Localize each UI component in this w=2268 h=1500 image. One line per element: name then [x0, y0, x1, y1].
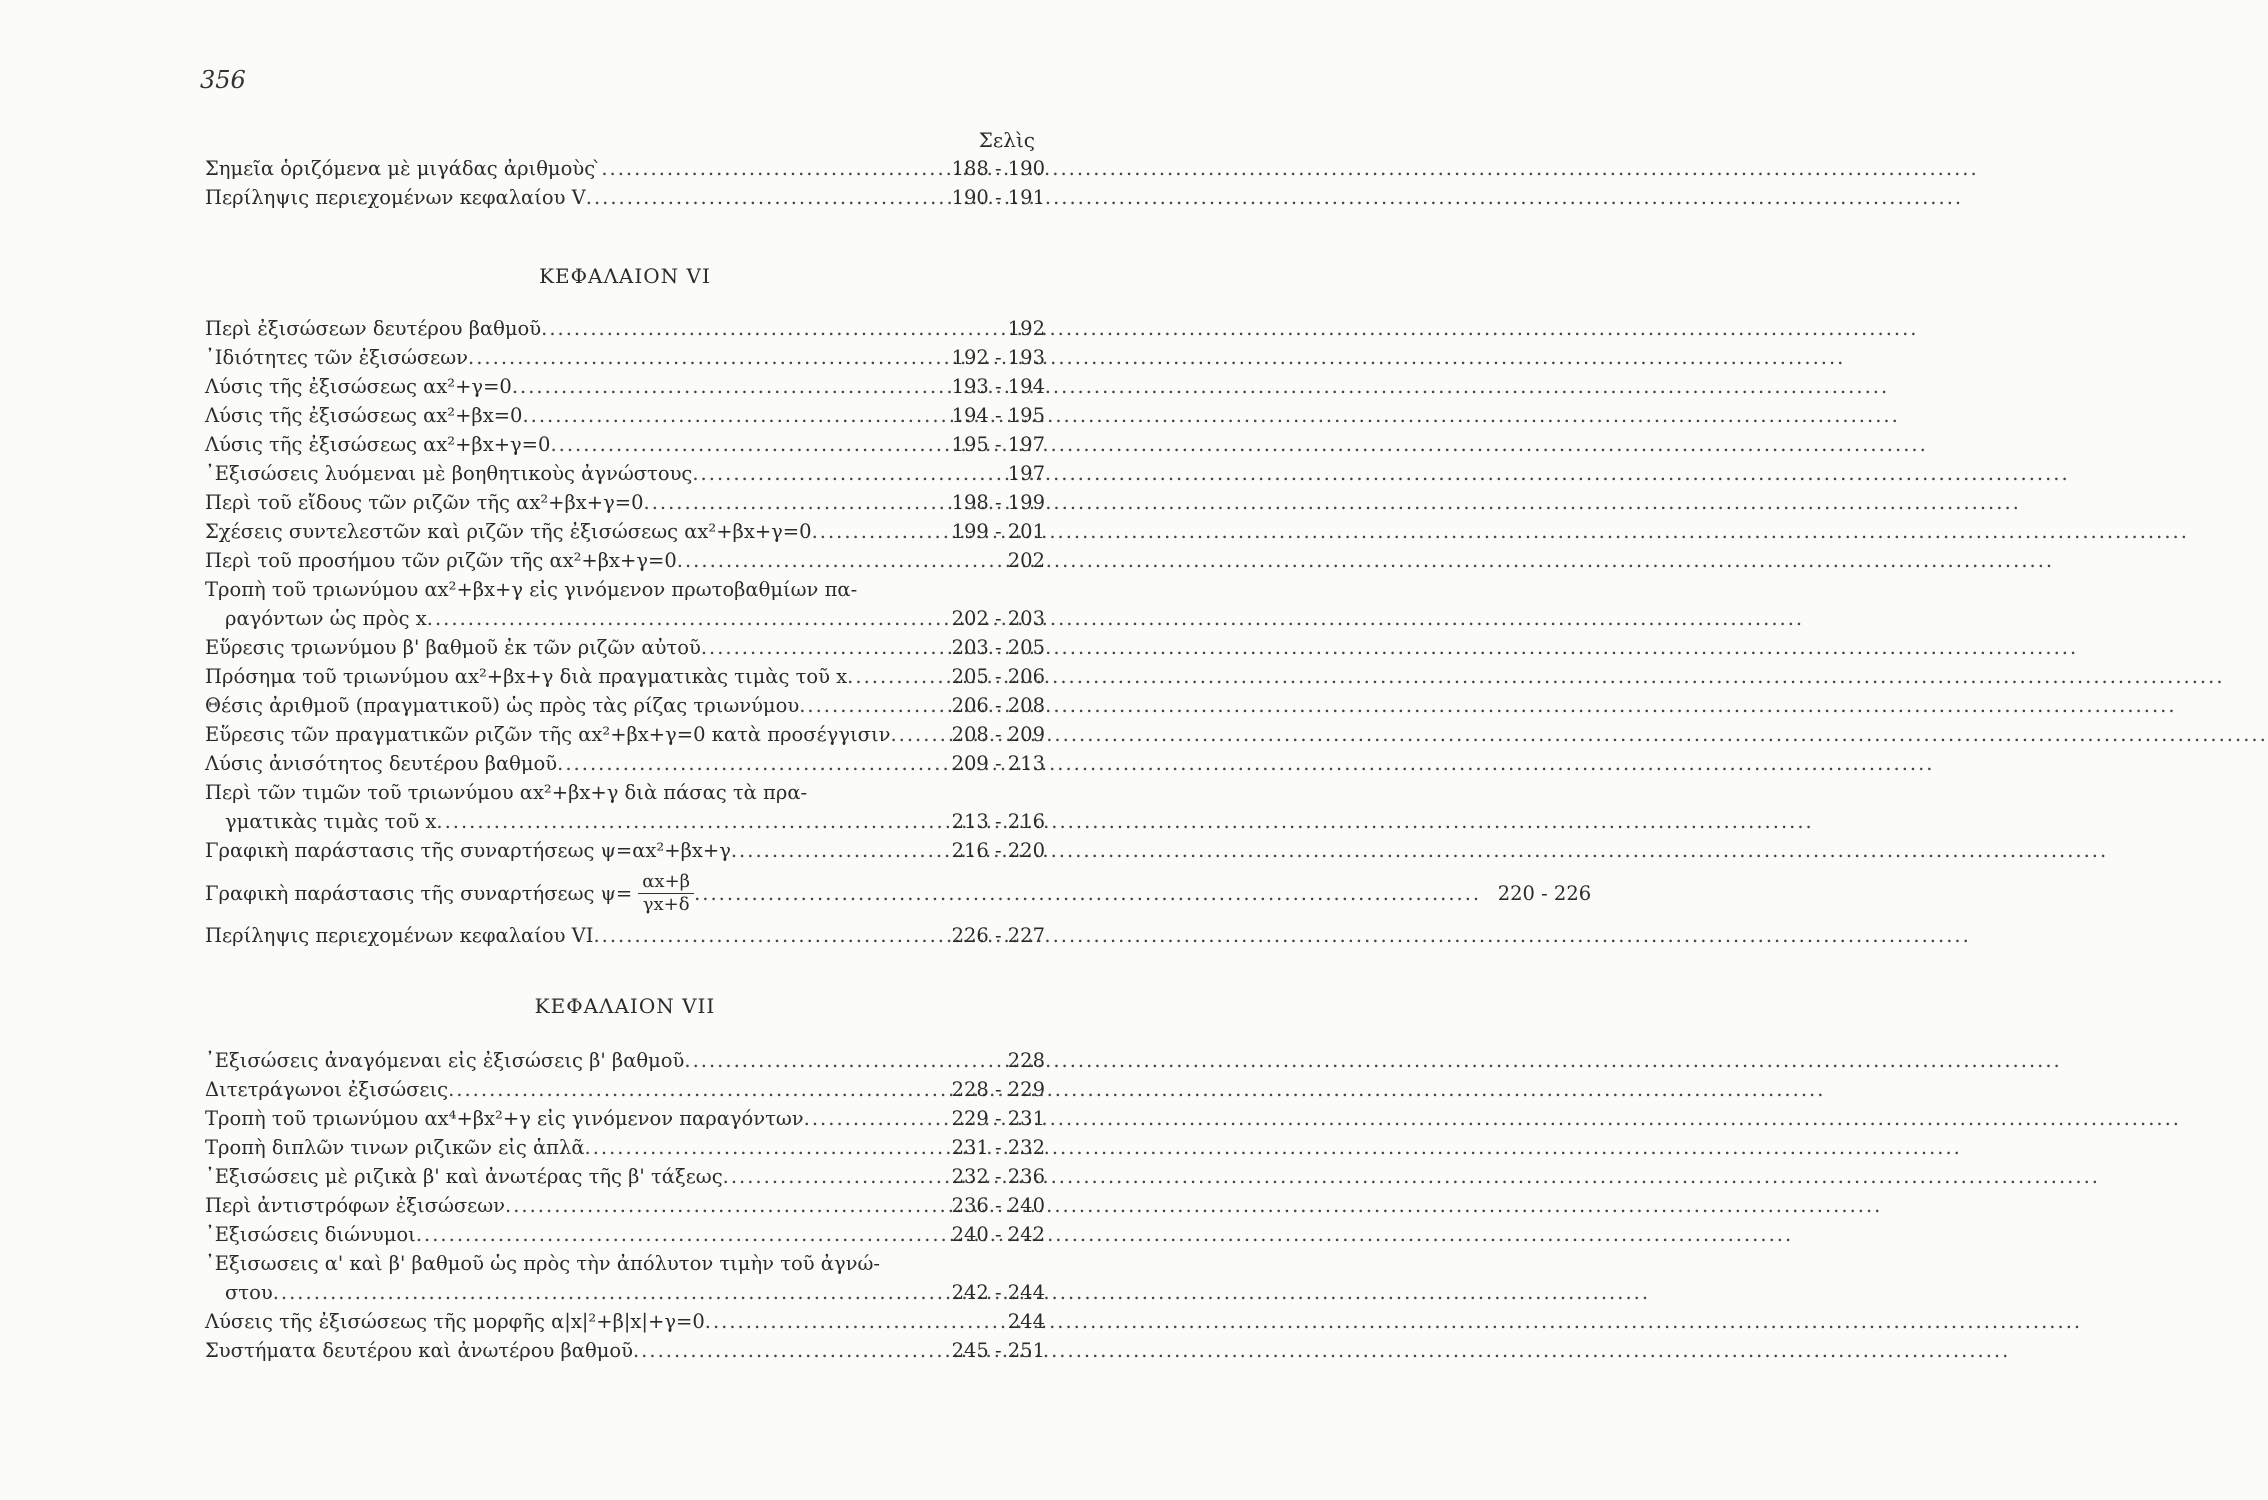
toc-entry	[205, 1046, 1045, 1075]
toc-entry	[205, 921, 1045, 950]
toc-entry	[205, 662, 1045, 691]
toc-entry	[205, 343, 1045, 372]
entry-title-line1: Τροπὴ τοῦ τριωνύμου αx²+βx+γ εἰς γινόμενον πρωτοβαθμίων πα-	[205, 578, 858, 601]
entry-title: Γραφικὴ παράστασις τῆς συναρτήσεως ψ=	[205, 881, 633, 905]
entry-pages: 202 - 203	[951, 607, 1045, 630]
chapter-6	[205, 264, 1045, 288]
chapter-7	[205, 994, 1045, 1018]
entry-pages: 245 - 251	[951, 1339, 1045, 1362]
entry-pages: 193 - 194	[951, 375, 1045, 398]
entry-title-line1: Περὶ τῶν τιμῶν τοῦ τριωνύμου αx²+βx+γ διὰ πάσας τὰ πρα-	[205, 781, 808, 804]
toc-entry	[205, 1104, 1045, 1133]
entry-pages: 202	[1007, 549, 1045, 572]
entry-pages: 205 - 206	[951, 665, 1045, 688]
entry-title: Σχέσεις συντελεστῶν καὶ ριζῶν τῆς ἐξισώσεως αx²+βx+γ=0	[205, 520, 812, 543]
entry-title: ᾿Εξισώσεις διώνυμοι	[205, 1223, 416, 1246]
entry-pages: 199 - 201	[951, 520, 1045, 543]
entry-pages: 213 - 216	[951, 810, 1045, 833]
entry-pages: 242 - 244	[951, 1281, 1045, 1304]
pages-column-header: Σελὶς	[978, 128, 1035, 152]
entry-title-line2: γματικὰς τιμὰς τοῦ x	[225, 810, 437, 833]
toc-entry	[205, 459, 1045, 488]
entry-pages: 206 - 208	[951, 694, 1045, 717]
entry-title: ᾿Εξισώσεις ἀναγόμεναι εἰς ἐξισώσεις β' βαθμοῦ	[205, 1049, 685, 1072]
entry-title: Περίληψις περιεχομένων κεφαλαίου VI	[205, 924, 594, 947]
entry-pages: 190 - 191	[951, 186, 1045, 209]
entry-pages: 240 - 242	[951, 1223, 1045, 1246]
toc-entry	[205, 720, 1045, 749]
chapter-6-entries	[205, 314, 1592, 950]
entry-pages: 232 - 236	[951, 1165, 1045, 1188]
toc-entry	[205, 1162, 1045, 1191]
entry-title: Λύσις ἀνισότητος δευτέρου βαθμοῦ	[205, 752, 558, 775]
chapter-7-entries	[205, 1046, 1045, 1365]
entry-title: Σημεῖα ὁριζόμενα μὲ μιγάδας ἀριθμοὺς ̀	[205, 157, 602, 180]
entry-title: Λύσις τῆς ἐξισώσεως αx²+βx+γ=0	[205, 433, 551, 456]
entry-title: Περὶ ἀντιστρόφων ἐξισώσεων	[205, 1194, 506, 1217]
entry-title-line1: ᾿Εξισωσεις α' καὶ β' βαθμοῦ ὡς πρὸς τὴν ἀπόλυτον τιμὴν τοῦ ἀγνώ-	[205, 1252, 880, 1275]
entry-title-line2: στου	[225, 1281, 273, 1304]
entry-title: Θέσις ἀριθμοῦ (πραγματικοῦ) ὡς πρὸς τὰς ρίζας τριωνύμου	[205, 694, 800, 717]
entry-pages: 228 - 229	[951, 1078, 1045, 1101]
chapter-5-tail	[205, 154, 1045, 212]
entry-title: ᾿Εξισώσεις λυόμεναι μὲ βοηθητικοὺς ἀγνώστους	[205, 462, 693, 485]
toc-entry	[205, 1075, 1045, 1104]
page-number: 356	[200, 66, 246, 94]
entry-title: ᾿Εξισώσεις μὲ ριζικὰ β' καὶ ἀνωτέρας τῆς β' τάξεως	[205, 1165, 723, 1188]
entry-title: Πρόσημα τοῦ τριωνύμου αx²+βx+γ διὰ πραγματικὰς τιμὰς τοῦ x	[205, 665, 848, 688]
toc-entry	[205, 183, 1045, 212]
toc-entry	[205, 517, 1045, 546]
entry-title: Περὶ ἐξισώσεων δευτέρου βαθμοῦ	[205, 317, 542, 340]
entry-title: Περὶ τοῦ προσήμου τῶν ριζῶν τῆς αx²+βx+γ=0	[205, 549, 677, 572]
entry-pages: 236 - 240	[951, 1194, 1045, 1217]
entry-title: Γραφικὴ παράστασις τῆς συναρτήσεως ψ=αx²+βx+γ	[205, 839, 731, 862]
fraction-numerator: αx+β	[638, 871, 694, 894]
chapter-heading: ΚΕΦΑΛΑΙΟΝ VI	[539, 264, 711, 288]
toc-entry-wrapped	[205, 778, 1045, 836]
entry-pages: 188 - 190	[951, 157, 1045, 180]
toc-entry	[205, 1220, 1045, 1249]
toc-entry	[205, 1307, 1045, 1336]
entry-pages: 228	[1007, 1049, 1045, 1072]
toc-entry	[205, 836, 1045, 865]
entry-title: Περὶ τοῦ εἴδους τῶν ριζῶν τῆς αx²+βx+γ=0	[205, 491, 644, 514]
entry-title-line2: ραγόντων ὡς πρὸς x	[225, 607, 427, 630]
toc-entry	[205, 154, 1045, 183]
entry-title: Τροπὴ τοῦ τριωνύμου αx⁴+βx²+γ εἰς γινόμενον παραγόντων	[205, 1107, 804, 1130]
toc-entry	[205, 488, 1045, 517]
entry-pages: 216 - 220	[951, 839, 1045, 862]
entry-pages: 192 - 193	[951, 346, 1045, 369]
toc-entry	[205, 401, 1045, 430]
entry-pages: 195 - 197	[951, 433, 1045, 456]
entry-pages: 194 - 195	[951, 404, 1045, 427]
entry-title: Λύσεις τῆς ἐξισώσεως τῆς μορφῆς α|x|²+β|x|+γ=0	[205, 1310, 705, 1333]
toc-entry-fraction	[205, 865, 1592, 921]
toc-entry	[205, 1191, 1045, 1220]
entry-pages: 198 - 199	[951, 491, 1045, 514]
toc-entry	[205, 691, 1045, 720]
toc-entry	[205, 430, 1045, 459]
entry-title: Λύσις τῆς ἐξισώσεως αx²+βx=0	[205, 404, 523, 427]
entry-title: Συστήματα δευτέρου καὶ ἀνωτέρου βαθμοῦ	[205, 1339, 633, 1362]
entry-title: ᾿Ιδιότητες τῶν ἐξισώσεων	[205, 346, 469, 369]
entry-pages: 203 - 205	[951, 636, 1045, 659]
entry-title: Τροπὴ διπλῶν τινων ριζικῶν εἰς ἁπλᾶ	[205, 1136, 585, 1159]
toc-entry	[205, 372, 1045, 401]
entry-pages: 192	[1007, 317, 1045, 340]
entry-pages: 209 - 213	[951, 752, 1045, 775]
entry-pages: 226 - 227	[951, 924, 1045, 947]
entry-title: Περίληψις περιεχομένων κεφαλαίου V	[205, 186, 586, 209]
entry-pages: 220 - 226	[1497, 881, 1592, 905]
entry-title: Διτετράγωνοι ἐξισώσεις	[205, 1078, 449, 1101]
toc-entry	[205, 633, 1045, 662]
entry-pages: 229 - 231	[951, 1107, 1045, 1130]
fraction-denominator: γx+δ	[642, 893, 690, 915]
entry-title: Εὕρεσις τριωνύμου β' βαθμοῦ ἐκ τῶν ριζῶν αὐτοῦ	[205, 636, 701, 659]
toc-entry-wrapped	[205, 575, 1045, 633]
chapter-heading: ΚΕΦΑΛΑΙΟΝ VII	[534, 994, 716, 1018]
toc-entry	[205, 1336, 1045, 1365]
toc-entry	[205, 546, 1045, 575]
entry-title: Λύσις τῆς ἐξισώσεως αx²+γ=0	[205, 375, 512, 398]
entry-pages: 244	[1007, 1310, 1045, 1333]
toc-entry	[205, 314, 1045, 343]
entry-pages: 197	[1007, 462, 1045, 485]
entry-title: Εὕρεσις τῶν πραγματικῶν ριζῶν τῆς αx²+βx+γ=0 κατὰ προσέγγισιν	[205, 723, 891, 746]
entry-pages: 231 - 232	[951, 1136, 1045, 1159]
toc-entry-wrapped	[205, 1249, 1045, 1307]
toc-entry	[205, 749, 1045, 778]
entry-pages: 208 - 209	[951, 723, 1045, 746]
toc-entry	[205, 1133, 1045, 1162]
fraction	[638, 871, 694, 916]
